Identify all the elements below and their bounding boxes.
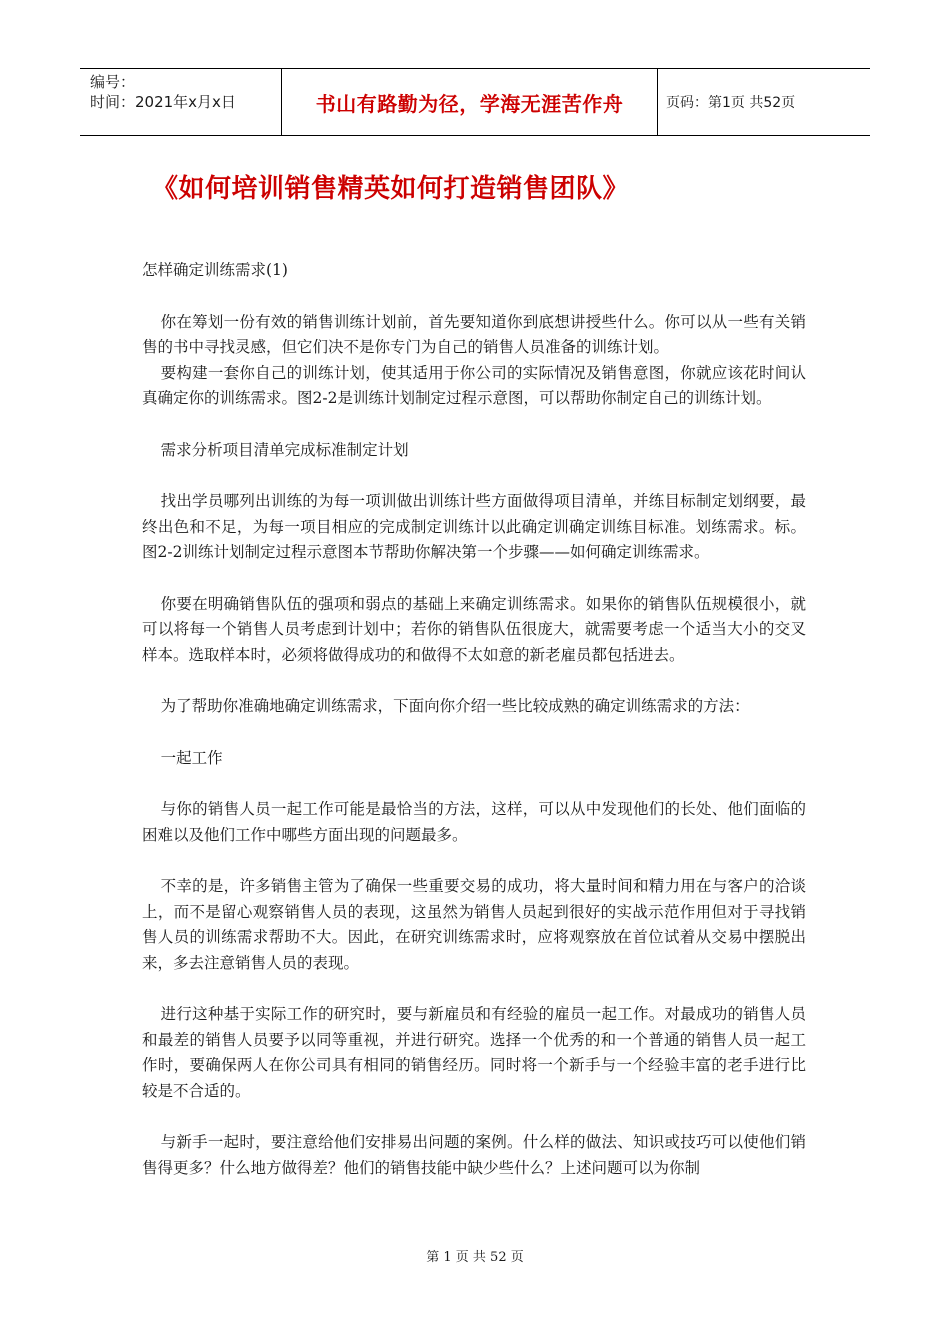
paragraph: 为了帮助你准确地确定训练需求，下面向你介绍一些比较成熟的确定训练需求的方法：	[160, 697, 750, 715]
page-footer: 第 1 页 共 52 页	[426, 1250, 524, 1265]
page-header	[80, 68, 870, 136]
paragraph: 进行这种基于实际工作的研究时，要与新雇员和有经验的雇员一起工作。对最成功的销售人员和最差的销售人员要予以同等重视，并进行研究。选择一个优秀的和一个普通的销售人员一起工作时，要确保两人在你公司具有相同的销售经历。同时将一个新手与一个经验丰富的老手进行比较是不合适的。	[142, 1005, 806, 1100]
paragraph: 你在筹划一份有效的销售训练计划前，首先要知道你到底想讲授些什么。你可以从一些有关销售的书中寻找灵感，但它们决不是你专门为自己的销售人员准备的训练计划。	[142, 312, 806, 356]
header-meta	[80, 69, 282, 135]
paragraph: 不幸的是，许多销售主管为了确保一些重要交易的成功，将大量时间和精力用在与客户的洽谈上，而不是留心观察销售人员的表现，这虽然为销售人员起到很好的实战示范作用但对于寻找销售人员的训练需求帮助不大。因此，在研究训练需求时，应将观察放在首位试着从交易中摆脱出来，多去注意销售人员的表现。	[142, 877, 806, 972]
header-motto: 书山有路勤为径，学海无涯苦作舟	[282, 69, 658, 135]
paragraph: 需求分析项目清单完成标准制定计划	[160, 440, 409, 459]
paragraph: 与新手一起时，要注意给他们安排易出问题的案例。什么样的做法、知识或技巧可以使他们销售得更多？什么地方做得差？他们的销售技能中缺少些什么？上述问题可以为你制	[142, 1133, 806, 1177]
document-body	[142, 258, 806, 1181]
subheading: 一起工作	[160, 748, 223, 767]
document-date: 时间：2021年x月x日	[90, 93, 236, 111]
paragraph: 要构建一套你自己的训练计划，使其适用于你公司的实际情况及销售意图，你就应该花时间认真确定你的训练需求。图2-2是训练计划制定过程示意图，可以帮助你制定自己的训练计划。	[142, 363, 806, 407]
section-heading: 怎样确定训练需求(1)	[142, 261, 288, 279]
header-page-info: 页码：第1页 共52页	[666, 95, 796, 111]
document-title: 《如何培训销售精英如何打造销售团队》	[152, 174, 630, 204]
paragraph: 你要在明确销售队伍的强项和弱点的基础上来确定训练需求。如果你的销售队伍规模很小，就可以将每一个销售人员考虑到计划中；若你的销售队伍很庞大，就需要考虑一个适当大小的交叉样本。选取样本时，必须将做得成功的和做得不太如意的新老雇员都包括进去。	[142, 594, 806, 664]
document-number-label: 编号：	[90, 73, 136, 91]
paragraph: 与你的销售人员一起工作可能是最恰当的方法，这样，可以从中发现他们的长处、他们面临的困难以及他们工作中哪些方面出现的问题最多。	[142, 800, 806, 844]
paragraph: 找出学员哪列出训练的为每一项训做出训练计些方面做得项目清单，并练目标制定划纲要，最终出色和不足，为每一项目相应的完成制定训练计以此确定训确定训练目标准。划练需求。标。图2-2训练计划制定过程示意图本节帮助你解决第一个步骤——如何确定训练需求。	[142, 492, 806, 561]
